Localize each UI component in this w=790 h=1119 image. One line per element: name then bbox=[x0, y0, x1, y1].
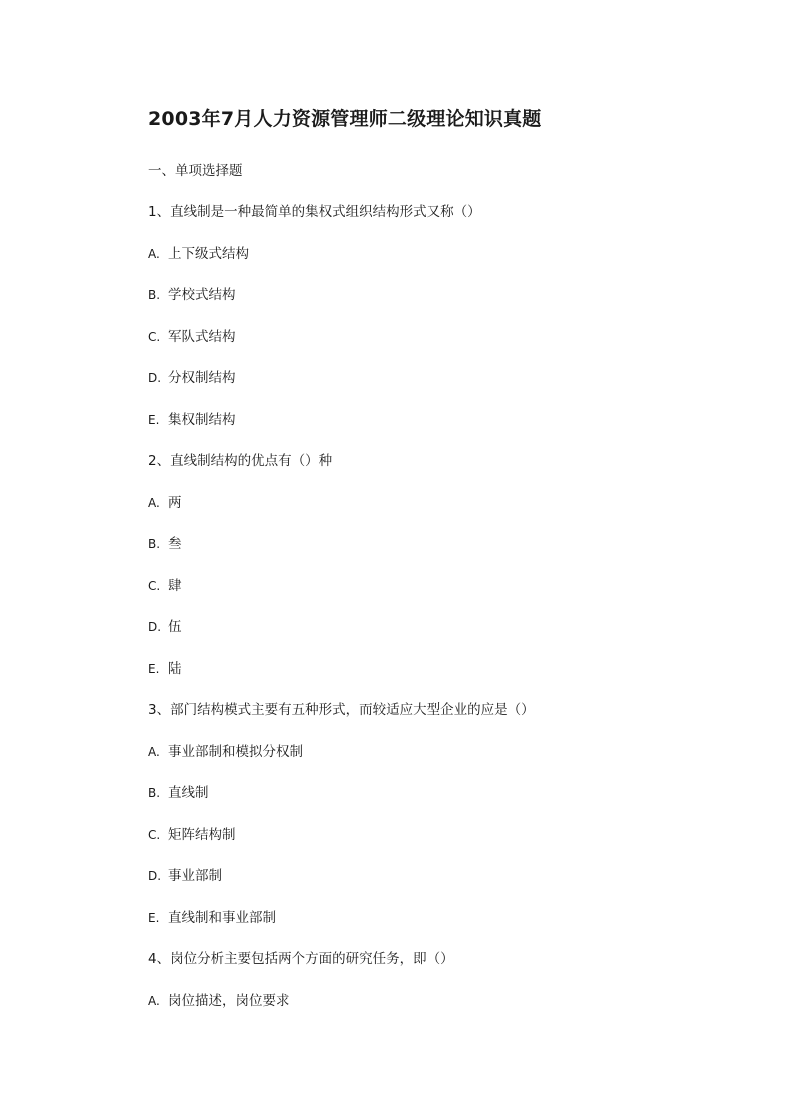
option-letter: A. bbox=[148, 994, 160, 1008]
option-text: 伍 bbox=[168, 619, 182, 635]
option-letter: D. bbox=[148, 371, 162, 385]
answer-option bbox=[148, 285, 236, 305]
option-letter: A. bbox=[148, 496, 160, 510]
option-text: 叁 bbox=[168, 536, 182, 552]
answer-option bbox=[148, 493, 182, 513]
question-stem: 3、部门结构模式主要有五种形式，而较适应大型企业的应是（） bbox=[148, 702, 535, 718]
option-letter: D. bbox=[148, 869, 162, 883]
document-title: 2003年7月人力资源管理师二级理论知识真题 bbox=[148, 108, 542, 130]
answer-option bbox=[148, 783, 209, 803]
option-letter: E. bbox=[148, 413, 160, 427]
option-text: 直线制和事业部制 bbox=[168, 910, 276, 926]
option-text: 事业部制和模拟分权制 bbox=[168, 744, 303, 760]
answer-option bbox=[148, 368, 236, 388]
option-text: 集权制结构 bbox=[168, 412, 236, 428]
answer-option bbox=[148, 244, 249, 264]
option-letter: B. bbox=[148, 786, 161, 800]
option-letter: B. bbox=[148, 288, 161, 302]
option-letter: A. bbox=[148, 745, 160, 759]
question-stem: 4、岗位分析主要包括两个方面的研究任务，即（） bbox=[148, 951, 454, 967]
answer-option bbox=[148, 327, 236, 347]
option-text: 岗位描述，岗位要求 bbox=[168, 993, 290, 1009]
option-letter: B. bbox=[148, 537, 161, 551]
option-text: 军队式结构 bbox=[168, 329, 236, 345]
option-letter: E. bbox=[148, 911, 160, 925]
option-text: 学校式结构 bbox=[168, 287, 236, 303]
answer-option bbox=[148, 534, 182, 554]
answer-option bbox=[148, 742, 303, 762]
answer-option bbox=[148, 991, 290, 1011]
option-text: 分权制结构 bbox=[168, 370, 236, 386]
option-text: 肆 bbox=[168, 578, 182, 594]
option-text: 直线制 bbox=[168, 785, 209, 801]
question-stem: 2、直线制结构的优点有（）种 bbox=[148, 453, 333, 469]
answer-option bbox=[148, 659, 182, 679]
answer-option bbox=[148, 617, 182, 637]
option-letter: A. bbox=[148, 247, 160, 261]
answer-option bbox=[148, 908, 276, 928]
option-text: 矩阵结构制 bbox=[168, 827, 236, 843]
answer-option bbox=[148, 866, 222, 886]
question-stem: 1、直线制是一种最简单的集权式组织结构形式又称（） bbox=[148, 204, 481, 220]
answer-option bbox=[148, 576, 182, 596]
answer-option bbox=[148, 410, 236, 430]
option-letter: C. bbox=[148, 330, 161, 344]
option-letter: D. bbox=[148, 620, 162, 634]
option-text: 陆 bbox=[168, 661, 182, 677]
answer-option bbox=[148, 825, 236, 845]
option-text: 事业部制 bbox=[168, 868, 222, 884]
option-letter: C. bbox=[148, 828, 161, 842]
option-text: 上下级式结构 bbox=[168, 246, 249, 262]
option-letter: E. bbox=[148, 662, 160, 676]
section-heading: 一、单项选择题 bbox=[148, 163, 243, 179]
option-text: 两 bbox=[168, 495, 182, 511]
option-letter: C. bbox=[148, 579, 161, 593]
